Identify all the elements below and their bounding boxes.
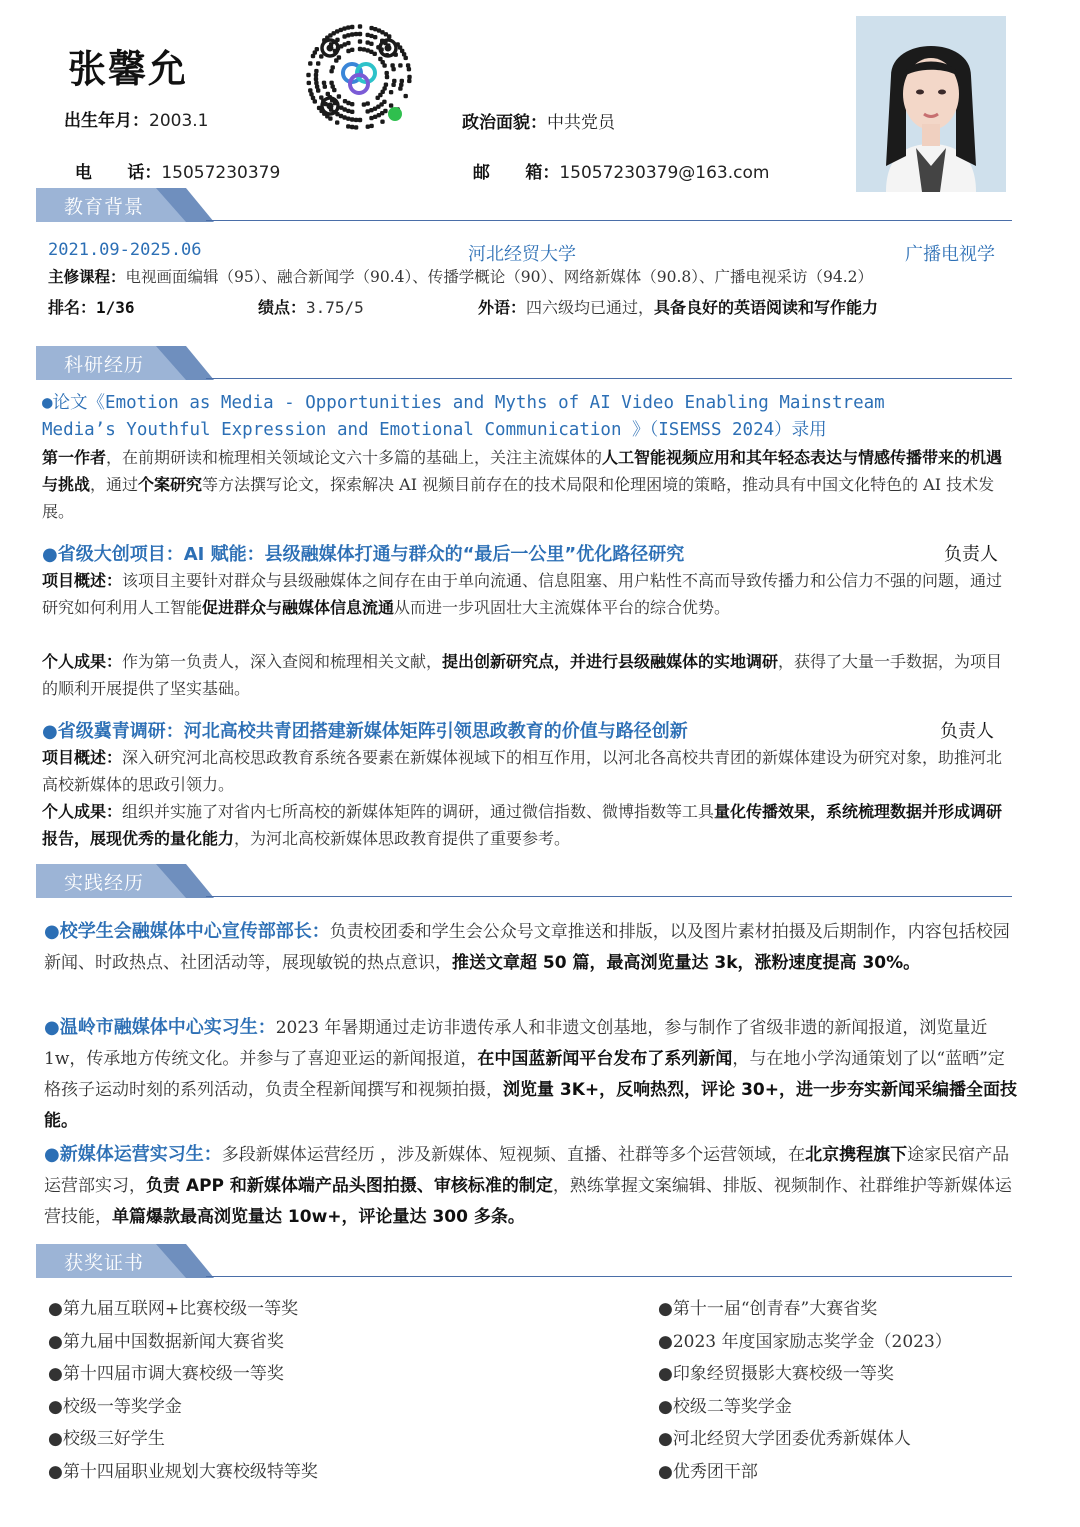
practice-item-3	[44, 1139, 1020, 1233]
project1-result	[42, 648, 1014, 702]
text-segment: 从而进一步巩固壮大主流媒体平台的综合优势。	[394, 598, 731, 617]
award-item: ●优秀团干部	[658, 1462, 758, 1482]
bold-text-segment: 人工智能视频应用和其年轻态表达与情感传播带来的机遇与挑战	[42, 448, 1003, 494]
bold-text-segment: 推送文章超 50 篇，最高浏览量达 3k，涨粉速度提高 30%。	[452, 953, 921, 973]
practice-2-head: ●温岭市融媒体中心实习生：	[44, 1017, 276, 1038]
p2-overview-label: 项目概述：	[42, 748, 123, 767]
project1-overview	[42, 567, 1014, 621]
edu-gpa	[258, 294, 364, 321]
section-practice	[36, 860, 1012, 900]
project1-role: 负责人	[944, 544, 998, 565]
section-research	[36, 342, 1012, 382]
bold-text-segment: 量化传播效果，系统梳理数据并形成调研报告，展现优秀的量化能力	[42, 802, 1003, 848]
bold-text-segment: 浏览量 3K+，反响热烈，评论 30+，进一步夯实新闻采编播全面技能。	[44, 1080, 1017, 1131]
bold-text-segment: 提出创新研究点，并进行县级融媒体的实地调研	[442, 652, 779, 671]
lang-bold: 具备良好的英语阅读和写作能力	[654, 298, 879, 317]
practice-1-head: ●校学生会融媒体中心宣传部部长：	[44, 921, 330, 942]
phone-row	[64, 138, 280, 183]
politics-label: 政治面貌：	[462, 113, 547, 133]
bold-text-segment: 北京携程旗下	[805, 1145, 908, 1165]
award-item: ●河北经贸大学团委优秀新媒体人	[658, 1429, 911, 1449]
project1-title: ●省级大创项目：AI 赋能：县级融媒体打通与群众的“最后一公里”优化路径研究	[42, 544, 685, 565]
paper-description	[42, 444, 1014, 525]
text-segment: 该项目主要针对群众与县级融媒体之间存在由于单向流通、信息阻塞、用户粘性不高而导致传播力和公信力不强的问题，通过研究如何利用人工智能	[42, 571, 1003, 617]
paper-desc-text	[42, 448, 1002, 521]
rank-value: 1/36	[96, 298, 135, 317]
text-segment: 作为第一负责人，深入查阅和梳理相关文献，	[122, 652, 443, 671]
email-row	[462, 138, 769, 183]
edu-school: 河北经贸大学	[468, 244, 576, 265]
email-value: 15057230379@163.com	[559, 163, 770, 183]
birth-label: 出生年月：	[64, 111, 149, 131]
practice-item-1	[44, 916, 1020, 979]
paper-title-line1: ●论文《Emotion as Media - Opportunities and Myths of AI Video Enabling Mainstream	[42, 393, 885, 413]
section-title: 科研经历	[64, 354, 145, 376]
bold-text-segment: 单篇爆款最高浏览量达 10w+，评论量达 300 多条。	[112, 1207, 525, 1227]
award-item: ●校级一等奖学金	[48, 1397, 182, 1417]
section-title: 获奖证书	[64, 1252, 145, 1274]
edu-rank	[48, 294, 135, 321]
bold-text-segment: 第一作者	[42, 448, 107, 467]
practice-3-head: ●新媒体运营实习生：	[44, 1144, 222, 1165]
project2-role: 负责人	[940, 721, 994, 742]
paper-title-line2: Media’s Youthful Expression and Emotional Communication 》（ISEMSS 2024）录用	[42, 420, 827, 440]
edu-period: 2021.09-2025.06	[48, 240, 202, 260]
award-item: ●第九届中国数据新闻大赛省奖	[48, 1332, 284, 1352]
project2-title: ●省级冀青调研：河北高校共青团搭建新媒体矩阵引领思政教育的价值与路径创新	[42, 721, 688, 742]
text-segment: 等方法撰写论文，探索解决 AI 视频目前存在的技术局限和伦理困境的策略，推动具有中国文化特色的 AI 技术发展。	[42, 475, 995, 521]
p2-result-text	[42, 802, 1002, 848]
edu-major: 广播电视学	[905, 244, 995, 265]
award-item: ●校级二等奖学金	[658, 1397, 792, 1417]
bold-text-segment: 个案研究	[138, 475, 203, 494]
resume-name: 张馨允	[68, 47, 189, 91]
text-segment: ，通过	[90, 475, 139, 494]
p1-result-label: 个人成果：	[42, 652, 123, 671]
text-segment: 负责校团委和学生会公众号文章推送和排版，以及图片素材拍摄及后期制作，内容包括校园新闻、时政热点、社团活动等，展现敏锐的热点意识，	[44, 922, 1010, 973]
qr-code-icon[interactable]	[300, 18, 418, 136]
politics-value: 中共党员	[547, 113, 615, 133]
email-label: 邮 箱：	[472, 163, 560, 183]
bold-text-segment: 在中国蓝新闻平台发布了系列新闻	[477, 1049, 733, 1069]
bold-text-segment: 促进群众与融媒体信息流通	[202, 598, 395, 617]
text-segment: ，在前期研读和梳理相关领域论文六十多篇的基础上，关注主流媒体的	[106, 448, 603, 467]
award-item: ●印象经贸摄影大赛校级一等奖	[658, 1364, 894, 1384]
lang-label: 外语：	[478, 298, 527, 317]
gpa-label: 绩点：	[258, 298, 307, 317]
section-awards	[36, 1240, 1012, 1280]
section-education	[36, 184, 1012, 224]
p1-overview-text	[42, 571, 1002, 617]
p2-result-label: 个人成果：	[42, 802, 123, 821]
award-item: ●第十四届职业规划大赛校级特等奖	[48, 1462, 318, 1482]
politics-row	[462, 108, 615, 133]
award-item: ●第十四届市调大赛校级一等奖	[48, 1364, 284, 1384]
text-segment: ，与在地小学沟通策划了以“蓝晒”定格孩子运动时刻的系列活动，负责全程新闻撰写和视频拍摄，	[44, 1049, 1005, 1100]
lang-value: 四六级均已通过，	[526, 298, 655, 317]
text-segment: 途家民宿产品运营部实习，	[44, 1145, 1010, 1196]
practice-item-2	[44, 1012, 1020, 1137]
p1-result-text	[42, 652, 1002, 698]
text-segment: 深入研究河北高校思政教育系统各要素在新媒体视域下的相互作用，以河北各高校共青团的新媒体建设为研究对象，助推河北高校新媒体的思政引领力。	[42, 748, 1003, 794]
award-item: ●校级三好学生	[48, 1429, 165, 1449]
text-segment: 组织并实施了对省内七所高校的新媒体矩阵的调研，通过微信指数、微博指数等工具	[122, 802, 715, 821]
text-segment: ，为河北高校新媒体思政教育提供了重要参考。	[234, 829, 571, 848]
rank-label: 排名：	[48, 298, 97, 317]
birth-row	[64, 106, 208, 131]
award-item: ●2023 年度国家励志奖学金（2023）	[658, 1332, 952, 1352]
edu-courses	[48, 264, 873, 291]
birth-value: 2003.1	[149, 111, 209, 131]
courses-value: 电视画面编辑（95）、融合新闻学（90.4）、传播学概论（90）、网络新媒体（90.8）、广播电视采访（94.2）	[125, 268, 874, 286]
edu-language	[478, 294, 878, 321]
text-segment: ，获得了大量一手数据，为项目的顺利开展提供了坚实基础。	[42, 652, 1003, 698]
section-title: 实践经历	[64, 872, 145, 894]
project2-overview	[42, 744, 1014, 798]
text-segment: 多段新媒体运营经历 ，涉及新媒体、短视频、直播、社群等多个运营领域，在	[221, 1145, 806, 1165]
award-item: ●第九届互联网+比赛校级一等奖	[48, 1299, 299, 1319]
project2-result	[42, 798, 1014, 852]
courses-label: 主修课程：	[48, 268, 126, 286]
phone-label: 电 话：	[74, 163, 162, 183]
award-item: ●第十一届“创青春”大赛省奖	[658, 1299, 878, 1319]
section-title: 教育背景	[64, 196, 145, 218]
gpa-value: 3.75/5	[306, 298, 364, 317]
p2-overview-text	[42, 748, 1002, 794]
phone-value: 15057230379	[161, 163, 281, 183]
profile-photo	[856, 16, 1006, 192]
p1-overview-label: 项目概述：	[42, 571, 123, 590]
text-segment: 2023 年暑期通过走访非遗传承人和非遗文创基地，参与制作了省级非遗的新闻报道，浏览量近 1w，传承地方传统文化。并参与了喜迎亚运的新闻报道，	[44, 1018, 988, 1069]
bold-text-segment: 负责 APP 和新媒体端产品头图拍摄、审核标准的制定	[146, 1176, 553, 1196]
text-segment: ，熟练掌握文案编辑、排版、视频制作、社群维护等新媒体运营技能，	[44, 1176, 1012, 1227]
